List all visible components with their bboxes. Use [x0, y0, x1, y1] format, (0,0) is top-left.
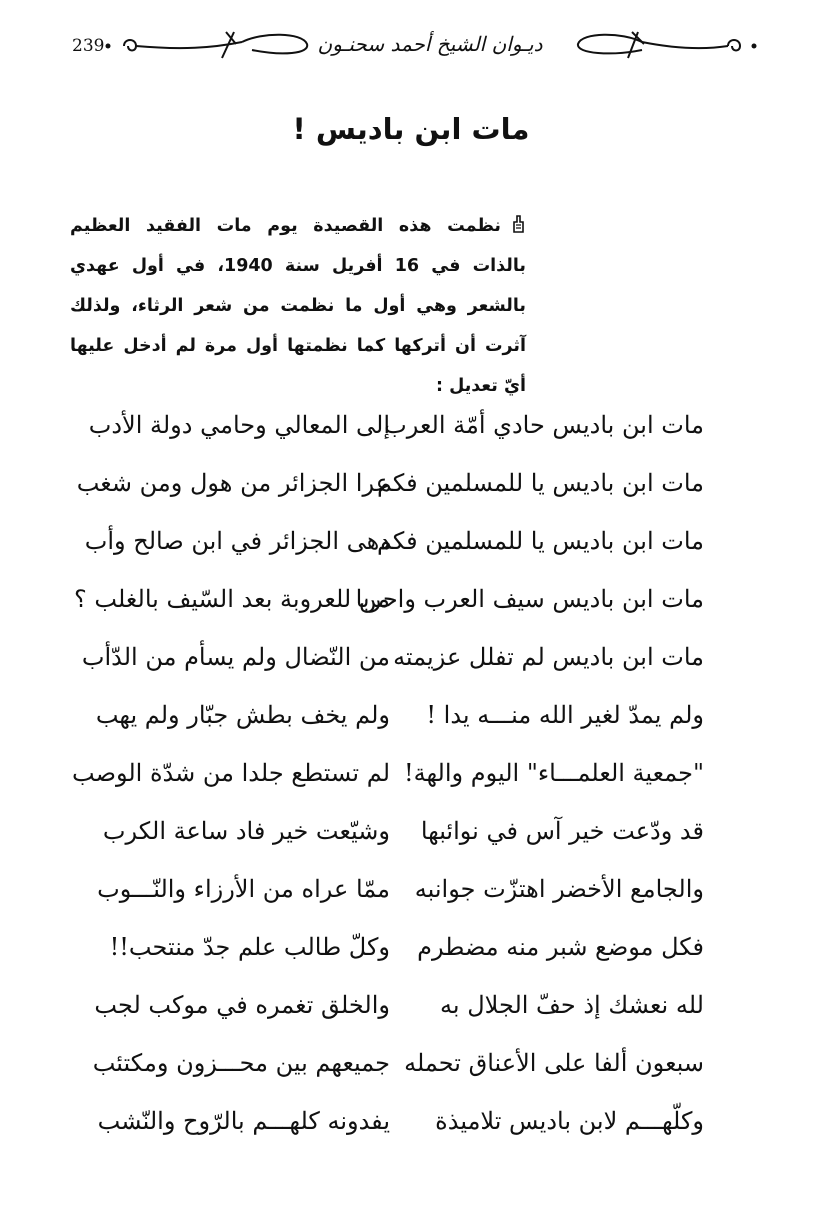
verse-line — [0, 460, 822, 526]
verse-second-hemistich: وشيّعت خير فاد ساعة الكرب — [102, 817, 390, 845]
verse-second-hemistich: إلى المعالي وحامي دولة الأدب — [88, 411, 390, 439]
intro-line: في 16 أفريل سنة 1940، في أول عهدي بالشعر وهي أول ما — [70, 256, 527, 316]
verse-first-hemistich: مات ابن باديس يا للمسلمين فكم — [376, 469, 704, 497]
running-title: ديـوان الشيخ أحمد سحنـون — [317, 32, 543, 56]
intro-line: نظمت هذه القصيدة يوم مات الفقيد العظيم بالذات — [70, 216, 526, 276]
verse-first-hemistich: مات ابن باديس يا للمسلمين فكم — [376, 527, 704, 555]
verse-first-hemistich: فكل موضع شبر منه مضطرم — [417, 933, 704, 961]
verse-first-hemistich: قد ودّعت خير آس في نوائبها — [420, 817, 704, 845]
verse-line — [0, 576, 822, 642]
verse-line — [0, 634, 822, 700]
verse-second-hemistich: دهى الجزائر في ابن صالح وأب — [84, 527, 390, 555]
verse-first-hemistich: وكلّهـــم لابن باديس تلاميذة — [435, 1107, 704, 1135]
verse-line — [0, 982, 822, 1048]
verse-first-hemistich: سبعون ألفا على الأعناق تحمله — [404, 1049, 704, 1077]
verse-line — [0, 692, 822, 758]
verse-line — [0, 866, 822, 932]
verse-first-hemistich: مات ابن باديس حادي أمّة العرب — [384, 411, 704, 439]
left-ornament-icon — [102, 28, 312, 64]
verse-first-hemistich: لله نعشك إذ حفّ الجلال به — [440, 991, 704, 1019]
verse-second-hemistich: لم تستطع جلدا من شدّة الوصب — [72, 759, 390, 787]
poem-title: مات ابن باديس ! — [292, 112, 530, 146]
intro-line: نظمت من شعر الرثاء، ولذلك آثرت أن أتركها كما — [70, 296, 527, 356]
verse-second-hemistich: عرا الجزائر من هول ومن شغب — [76, 469, 390, 497]
verse-second-hemistich: والخلق تغمره في موكب لجب — [94, 991, 390, 1019]
verse-second-hemistich: ولم يخف بطش جبّار ولم يهب — [95, 701, 390, 729]
verse-first-hemistich: والجامع الأخضر اهتزّت جوانبه — [414, 875, 704, 903]
verse-first-hemistich: مات ابن باديس سيف العرب واحربا — [355, 585, 704, 613]
verse-line — [0, 808, 822, 874]
verse-first-hemistich: "جمعية العلمـــاء" اليوم والهة! — [403, 759, 704, 787]
page-header — [0, 22, 822, 72]
intro-note — [70, 206, 526, 406]
right-ornament-icon — [572, 28, 762, 64]
verse-second-hemistich: من النّضال ولم يسأم من الدّأب — [81, 643, 390, 671]
verse-line — [0, 518, 822, 584]
verse-second-hemistich: يفدونه كلهـــم بالرّوح والنّشب — [97, 1107, 390, 1135]
intro-line: نظمتها أول مرة لم أدخل عليها أيّ تعديل : — [70, 336, 526, 396]
verse-second-hemistich: من للعروبة بعد السّيف بالغلب ؟ — [74, 585, 390, 613]
pointing-hand-icon — [511, 214, 526, 234]
verse-first-hemistich: ولم يمدّ لغير الله منـــه يدا ! — [426, 701, 704, 729]
verse-second-hemistich: جميعهم بين محـــزون ومكتئب — [92, 1049, 390, 1077]
verse-line — [0, 402, 822, 468]
verse-line — [0, 750, 822, 816]
verse-line — [0, 924, 822, 990]
verse-line — [0, 1098, 822, 1164]
verse-second-hemistich: وكلّ طالب علم جدّ منتحب!! — [109, 933, 390, 961]
verse-line — [0, 1040, 822, 1106]
verse-second-hemistich: ممّا عراه من الأرزاء والنّـــوب — [97, 875, 390, 903]
verse-first-hemistich: مات ابن باديس لم تفلل عزيمته — [393, 643, 704, 671]
page-number: 239 — [72, 36, 105, 56]
